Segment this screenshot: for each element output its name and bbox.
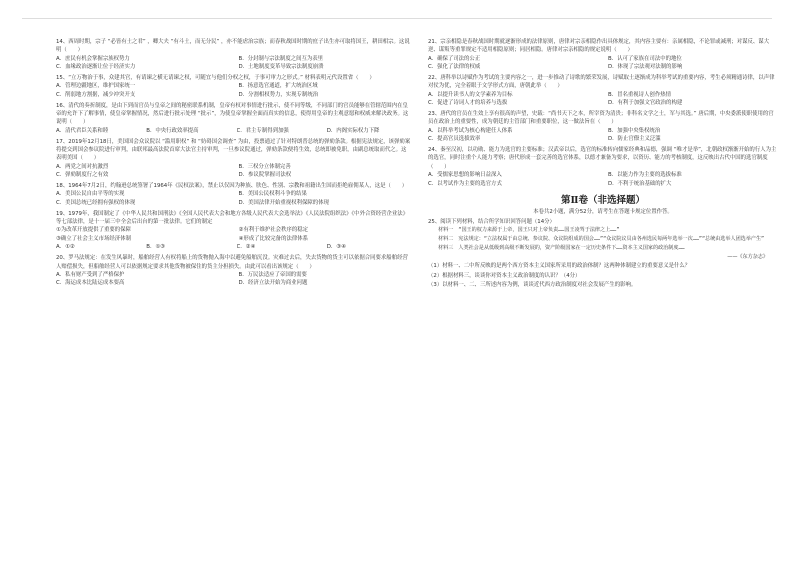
option-d: D．有利于加强文官政治的构建 xyxy=(608,100,683,107)
option-d: D．美国法律开始重视权利保障的体现 xyxy=(238,199,329,206)
option-c: C．促进了诗词人才的培养与选拔 xyxy=(428,100,508,107)
option-d: D．分割相权势力，实现专制统治 xyxy=(238,91,319,98)
sub-question-3: （3）以材料一、二、三所述内容为例，谈谈近代西方政治制度对社会发展产生的影响。 xyxy=(428,282,637,289)
option-d: D．内阁实际权力下降 xyxy=(326,127,380,134)
option-a: A．以提升读书人的文学素养为目标 xyxy=(428,91,513,98)
sub-question-1: （1）材料一、二中所反映的是两个西方资本主义国家所采用的政治体制？这两种体制建立的重要意义是什么？ xyxy=(428,263,691,270)
question-stem: 15、“立万物治于事，众建其官，有请谏之横无请谏之权，可随宜与他们分权之权，于事可审力之形式。” 材料表明元代设置省（ ） xyxy=(56,75,375,82)
statement-4: ④形成了比较完备的法律体系 xyxy=(238,235,309,242)
question-stem: 24、秦至汉初，以功勋、能力为选官的主要标准；汉武帝以后，选官的标准转向儒家经典和品德，强调 “唯才是举”，北朝政权渐渐开始的行人为主的选官，同时注重个人能力考察；唐代形成一套完善的选官体系，以德才兼备为要求，以资历、能力的考核制度，这反映出古代中国的选官制度（ ） xyxy=(428,147,777,170)
option-b: B．扬意选官通道，扩大统治区域 xyxy=(238,83,318,90)
option-d: D．参议院掌握司法权 xyxy=(238,172,292,179)
question-stem: 20、罗马法规定：在发生风暴时，船舶经营人有权将船上的货物抛入海中以避免船舶沉没。灾难过去后，失去货物的货主可以依据合同要求船舶经营人赔偿损失，但船舶经营人可以依据规定要求其他货物被保住的货主分担损失。由此可以看出该规定（ ） xyxy=(56,255,408,270)
option-a: A．庶民有机会掌握宗族权势力 xyxy=(56,55,130,62)
option-c: C．海运成本比陆运成本要高 xyxy=(56,280,125,287)
section-note: 本卷共2小题，满分52分，请考生在答题卡规定位置作答。 xyxy=(533,209,673,216)
option-a: A．私有财产受到了严格保护 xyxy=(56,271,125,278)
question-stem: 19、1979年，我国制定了《中华人民共和国刑法》《全国人民代表大会和地方各级人民代表大会选举法》《人民法院组织法》《中外合资经营企业法》等七部法律，是十一届三中全会后出台的第一批法律。它们的制定 xyxy=(56,210,409,226)
option-b: B．冒名重视诗人创作热情 xyxy=(608,91,671,98)
option-b: B．美国公民权利斗争的结果 xyxy=(238,191,307,198)
header-rule xyxy=(22,18,772,19)
question-stem: 14、西周时期，宗子 “必皆有土之君” ，卿大夫 “有斗土，而无分民” ，亦不能虐治宗族；而春秋战国时期的庶子出生亦可取将国王，耕田相宗。这说明（ ） xyxy=(56,39,410,54)
statement-3: ③确立了社会主义市场经济体制 xyxy=(56,235,131,242)
option-b: B．认可了家族在司法中的地位 xyxy=(608,55,682,62)
question-stem: 25、阅读下列材料，结合所学知识回答问题（14分） xyxy=(428,219,555,226)
option-a: A．美国公民自由平等的实现 xyxy=(56,191,125,198)
option-c: C．以考试作为主要的选官方式 xyxy=(428,180,502,187)
right-column xyxy=(428,38,778,293)
question-23 xyxy=(428,110,778,144)
statement-2: ②有利于维护社会秩序的稳定 xyxy=(238,227,309,234)
option-c: C．②④ xyxy=(236,244,256,251)
question-25 xyxy=(428,218,778,291)
sub-question-2: （2）根据材料三，谈谈你对资本主义政治制度的认识？（4分） xyxy=(428,272,581,279)
question-16 xyxy=(56,102,411,136)
option-a: A．确保了司法的公正 xyxy=(428,55,481,62)
option-b: B．以能力作为主要的选拔标准 xyxy=(608,172,682,179)
option-a: A．两党之间对抗激烈 xyxy=(56,163,109,170)
question-stem: 16、清代的奏折制度，是由下到而官员与皇帝之间的秘密联系机制，皇帝有权对事情进行批示，使不同等级，不同部门的官员能够在管辖范围内在皇帝的允许下了解事情，使皇帝掌握情况，然后进行批示处理 “批示”，为使皇帝掌握全面而真实的信息，使得用皇帝的主观意愿和权威来解决政务。这说明（ ） xyxy=(56,102,409,126)
question-22 xyxy=(428,74,778,108)
option-b: B．加强中央集权统治 xyxy=(608,127,661,134)
option-d: D．③④ xyxy=(326,244,346,251)
option-d: D．防止官僚主义泛滥 xyxy=(608,136,661,143)
question-stem: 18、1964年7月2日，约翰逊总统签署了1964年《民权法案》，禁止以仅因为种族、肤色、性别、宗教和祖籍出生国而拒绝雇佣某人，这是（ ） xyxy=(56,183,408,190)
question-18 xyxy=(56,182,411,207)
material-1: 材料一 “国王的权力来源于上帝，国王只对上帝负责……国王凌驾于法律之上……” xyxy=(438,227,620,234)
question-stem: 17、2019年12月18日，美国国会众议院以 “滥用职权” 和 “妨碍国会调查” 为由，投票通过了针对特朗普总统的弹劾条款。根据宪法规定，该弹劾案将提交到国会参议院进行审判，由联邦最高法院首席大法官主持审判，一旦参议院通过，弹劾条款便将生效，总统即被免职，由副总统取而代之。这表明美国（ ） xyxy=(56,138,411,162)
left-column xyxy=(56,38,411,290)
option-a: A．①② xyxy=(56,244,75,251)
option-b: B．中央行政效率提高 xyxy=(146,127,199,134)
question-stem: 21、宗亲相隐是春秋战国时期就逐渐形成的法律原则，唐律对宗亲相隐作出具体规定，其内容主要有：亲属相隐，不论罪或减刑；对谋反、谋大逆、谋叛等重罪规定不适用相隐原则；同居相隐。唐律对宗亲相隐的规定说明（ ） xyxy=(428,39,770,54)
option-a: A．受儒家思想的影响日益深入 xyxy=(428,172,502,179)
option-c: C．提高官员选拔效率 xyxy=(428,136,481,143)
option-c: C．强化了法律的权威 xyxy=(428,64,481,71)
option-b: B．万民法适应了帝国的需要 xyxy=(238,271,307,278)
question-15 xyxy=(56,74,411,99)
option-d: D．经济立法开始为商业问题 xyxy=(238,280,308,287)
question-19 xyxy=(56,210,411,252)
statement-1: ①为改革开放提供了重要的保障 xyxy=(56,227,131,234)
option-d: D．体现了宗法观对法制的影响 xyxy=(608,64,683,71)
option-b: B．①③ xyxy=(146,244,166,251)
material-source: ——《东方杂志》 xyxy=(727,254,768,261)
option-c: C．君主专制得到加强 xyxy=(236,127,289,134)
question-stem: 23、唐代的官员在生效上享有很高的声望，史载：“尚书天下之本，所宰资为清贵；非科名文学之士，军与其选。” 唐后期，中央委派使职使用的官员在政治上的重要性，成为朝廷的主管部门和重要职位，这一做法旨在（ ） xyxy=(428,111,774,126)
option-d: D．不利于统治基础的扩大 xyxy=(608,180,672,187)
material-2: 材料二 宪法规定：“立法权属于由总统、参议院、众议院组成的国会……”“众议院议员由各州选民每两年选举一次……”“总统由选举人团选举产生” xyxy=(438,236,765,243)
option-a: A．清代君臣关系和睦 xyxy=(56,127,109,134)
question-17 xyxy=(56,138,411,180)
question-stem: 22、唐科举以诗赋作为考试的主要内容之一，进一步推动了诗歌的繁荣发展，诗赋取士逐渐成为科举考试的重要内容，考生必须精通诗律，以声律对仗为优，完全着眼于文学形式方面，唐朝此举（ ） xyxy=(428,75,775,90)
question-24 xyxy=(428,146,778,188)
option-b: B．三权分立体制完善 xyxy=(238,163,291,170)
option-c: C．美国总统已经拥有强权的体现 xyxy=(56,199,136,206)
option-d: D．土地制度变革导致宗法制度崩溃 xyxy=(238,64,324,71)
question-14 xyxy=(56,38,411,72)
option-c: C．弹劾制度行之有效 xyxy=(56,172,109,179)
option-a: A．管理边疆地区，维护国家统一 xyxy=(56,83,136,90)
question-21 xyxy=(428,38,778,72)
material-3: 材料三 人类社会是从低级到高级不断发展的，资产阶级国家在一定历史条件下……资本主义国家的政治制度…… xyxy=(438,245,685,252)
question-20 xyxy=(56,254,411,288)
option-a: A．以科举考试为核心构建任人体系 xyxy=(428,127,513,134)
option-c: C．削弱地方割据，减少冲突开支 xyxy=(56,91,136,98)
option-c: C．血缘政治逐渐让位于经济实力 xyxy=(56,64,136,71)
section-title: 第Ⅱ卷（非选择题） xyxy=(560,195,645,207)
option-b: B．分封制与宗法制度之间互为表里 xyxy=(238,55,324,62)
